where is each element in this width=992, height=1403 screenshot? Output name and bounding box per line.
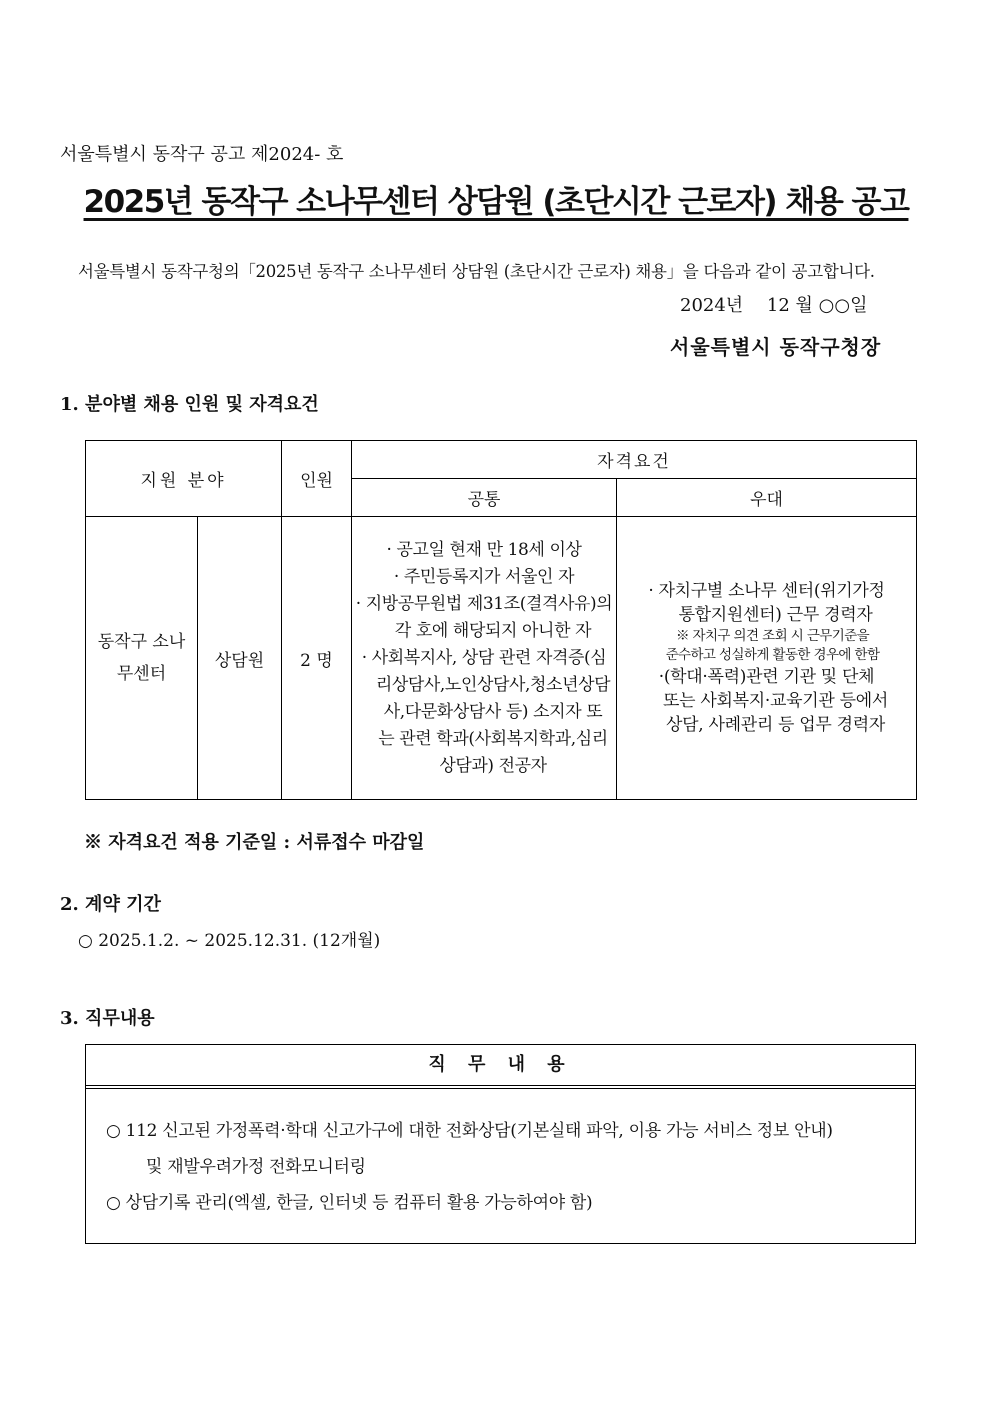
head-count: 2 명 [282,517,352,800]
header-count: 인원 [282,441,352,517]
header-qualification: 자격요건 [352,441,917,479]
common-item: · 지방공무원법 제31조(결격사유)의 [355,593,613,614]
page-title: 2025년 동작구 소나무센터 상담원 (초단시간 근로자) 채용 공고 [83,184,909,220]
intro-text: 서울특별시 동작구청의「2025년 동작구 소나무센터 상담원 (초단시간 근로자) 채용」을 다음과 같이 공고합니다. [78,262,875,281]
notice-number: 서울특별시 동작구 공고 제2024- 호 [60,144,344,165]
common-item: 리상담사,노인상담사,청소년상담 [375,674,611,695]
duty-list [86,1089,915,1221]
requirements-table [85,440,917,800]
duty-item: ○ 112 신고된 가정폭력·학대 신고가구에 대한 전화상담(기본실태 파악, 이용 가능 서비스 정보 안내) [106,1121,833,1141]
header-common: 공통 [352,479,617,517]
preferred-requirements [617,517,917,800]
common-item: · 공고일 현재 만 18세 이상 [386,539,582,560]
contract-period: ○ 2025.1.2. ~ 2025.12.31. (12개월) [78,931,381,951]
pref-item: ·(학대·폭력)관련 기관 및 단체 [658,667,875,687]
section-1-heading: 1. 분야별 채용 인원 및 자격요건 [60,394,319,415]
duty-item: 및 재발우려가정 전화모니터링 [146,1157,366,1177]
field-center: 동작구 소나무센터 [86,517,198,800]
pref-note: 준수하고 성실하게 활동한 경우에 한함 [665,647,880,663]
pref-note: ※ 자치구 의견 조회 시 근무기준을 [675,628,870,644]
qualification-note: ※ 자격요건 적용 기준일 : 서류접수 마감일 [84,832,425,853]
common-item: 각 호에 해당되지 아니한 자 [394,620,592,641]
common-item: 사,다문화상담사 등) 소지자 또 [383,701,603,722]
duty-box-title: 직 무 내 용 [86,1045,915,1089]
section-2-heading: 2. 계약 기간 [60,894,161,915]
issuer: 서울특별시 동작구청장 [670,335,882,359]
common-item: · 사회복지사, 상담 관련 자격증(심 [361,647,607,668]
duty-box [85,1044,916,1244]
pref-item: 통합지원센터) 근무 경력자 [678,605,873,625]
pref-item: 또는 사회복지·교육기관 등에서 [663,691,888,711]
common-requirements [352,517,617,800]
header-preferred: 우대 [617,479,917,517]
pref-item: 상담, 사례관리 등 업무 경력자 [666,715,885,735]
common-item: · 주민등록지가 서울인 자 [393,566,575,587]
pref-item: · 자치구별 소나무 센터(위기가정 [648,581,885,601]
section-3-heading: 3. 직무내용 [60,1008,155,1029]
field-role: 상담원 [198,517,282,800]
common-item: 는 관련 학과(사회복지학과,심리 [378,728,608,749]
duty-item: ○ 상담기록 관리(엑셀, 한글, 인터넷 등 컴퓨터 활용 가능하여야 함) [106,1193,593,1213]
notice-date: 2024년 12 월 ○○일 [680,295,868,316]
common-item: 상담과) 전공자 [439,755,547,776]
header-field: 지원 분야 [86,441,282,517]
